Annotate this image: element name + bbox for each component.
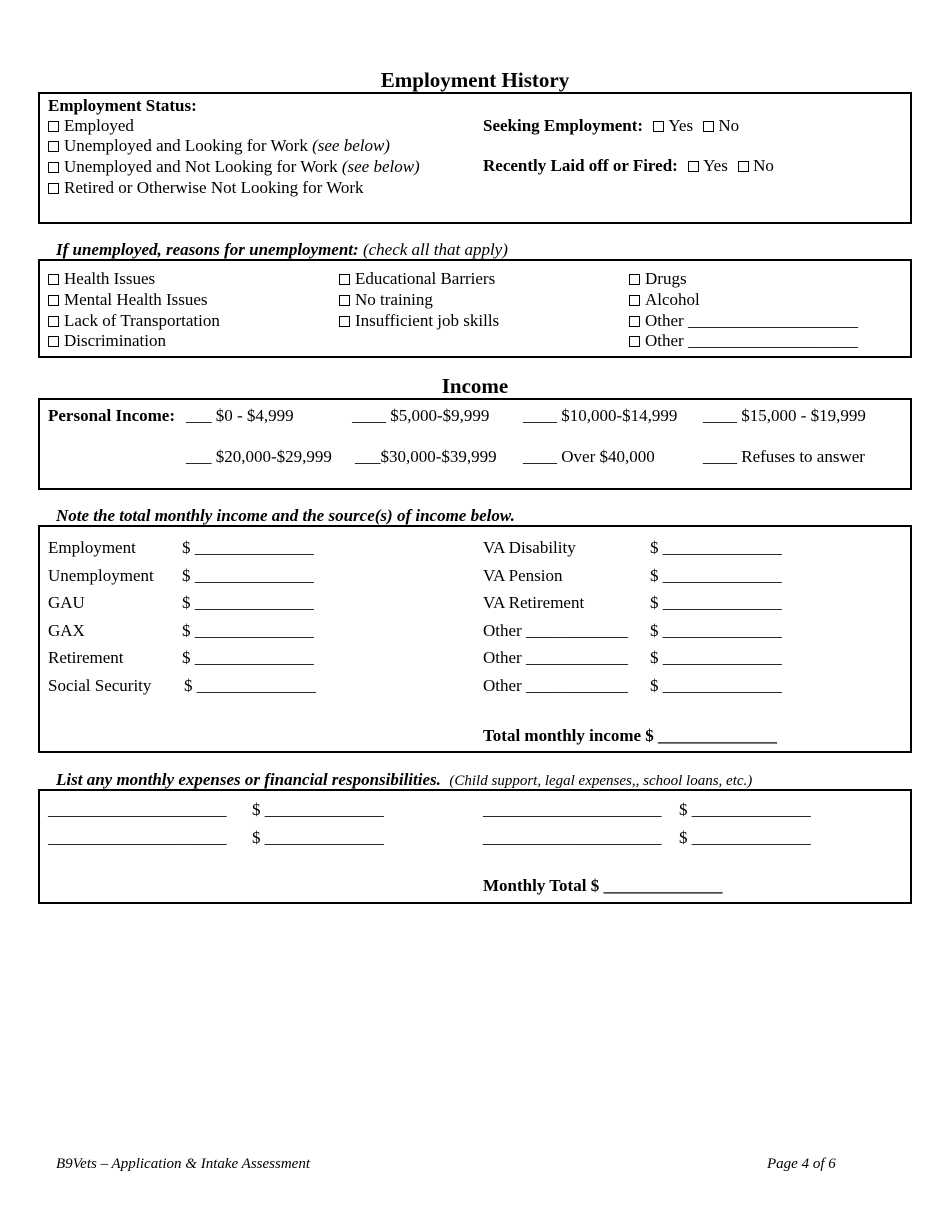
expense-description-field[interactable]: _____________________ bbox=[48, 800, 227, 819]
reason-label: Other ____________________ bbox=[645, 311, 858, 330]
laid-off-no-label: No bbox=[753, 156, 774, 175]
income-amount-field[interactable]: $ ______________ bbox=[182, 621, 314, 640]
seeking-employment-row bbox=[483, 116, 739, 136]
checkbox-icon[interactable] bbox=[48, 121, 59, 132]
employment-history-title: Employment History bbox=[380, 68, 570, 92]
income-amount-field[interactable]: $ ______________ bbox=[650, 566, 782, 585]
income-source-label: Unemployment bbox=[48, 566, 154, 585]
expense-amount-field[interactable]: $ ______________ bbox=[679, 828, 811, 847]
laid-off-label: Recently Laid off or Fired: bbox=[483, 156, 678, 175]
footer-title: B9Vets – Application & Intake Assessment bbox=[56, 1156, 310, 1172]
checkbox-icon[interactable] bbox=[339, 274, 350, 285]
reason-label: No training bbox=[355, 290, 433, 309]
income-source-label: Retirement bbox=[48, 648, 124, 667]
checkbox-icon[interactable] bbox=[48, 141, 59, 152]
income-title: Income bbox=[441, 374, 509, 398]
reason-label: Educational Barriers bbox=[355, 269, 496, 288]
checkbox-icon[interactable] bbox=[339, 295, 350, 306]
checkbox-icon[interactable] bbox=[48, 183, 59, 194]
reason-label: Insufficient job skills bbox=[355, 311, 500, 330]
income-source-label: GAX bbox=[48, 621, 85, 640]
status-option-unemployed-not-looking[interactable] bbox=[48, 157, 420, 177]
laid-off-yes-label: Yes bbox=[703, 156, 728, 175]
see-below-note: (see below) bbox=[312, 136, 390, 155]
reason-label: Drugs bbox=[645, 269, 687, 288]
income-source-label: VA Pension bbox=[483, 566, 563, 585]
expenses-hint: (Child support, legal expenses,, school loans, etc.) bbox=[449, 773, 753, 789]
see-below-note: (see below) bbox=[341, 157, 420, 176]
unemployment-hint: (check all that apply) bbox=[362, 240, 508, 259]
income-bracket-option[interactable]: ____ $5,000-$9,999 bbox=[352, 406, 490, 425]
reason-item[interactable] bbox=[339, 311, 499, 331]
laid-off-yes-checkbox-icon[interactable] bbox=[688, 161, 699, 172]
reason-item[interactable] bbox=[48, 331, 166, 351]
income-amount-field[interactable]: $ ______________ bbox=[650, 621, 782, 640]
status-option-label: Retired or Otherwise Not Looking for Work bbox=[64, 178, 364, 197]
income-amount-field[interactable]: $ ______________ bbox=[182, 538, 314, 557]
income-amount-field[interactable]: $ ______________ bbox=[650, 538, 782, 557]
footer-page-number: Page 4 of 6 bbox=[767, 1156, 836, 1172]
checkbox-icon[interactable] bbox=[629, 316, 640, 327]
status-option-unemployed-looking[interactable] bbox=[48, 136, 390, 156]
checkbox-icon[interactable] bbox=[48, 316, 59, 327]
expense-amount-field[interactable]: $ ______________ bbox=[252, 800, 384, 819]
reason-item[interactable] bbox=[629, 269, 687, 289]
reason-label: Other ____________________ bbox=[645, 331, 858, 350]
income-source-label: GAU bbox=[48, 593, 85, 612]
reason-item[interactable] bbox=[339, 290, 433, 310]
income-amount-field[interactable]: $ ______________ bbox=[182, 566, 314, 585]
income-source-label: VA Disability bbox=[483, 538, 576, 557]
reason-label: Lack of Transportation bbox=[64, 311, 220, 330]
income-bracket-option[interactable]: ___ $20,000-$29,999 bbox=[186, 447, 332, 466]
income-source-label: Employment bbox=[48, 538, 136, 557]
reason-label: Alcohol bbox=[645, 290, 700, 309]
reason-label: Health Issues bbox=[64, 269, 156, 288]
reason-item[interactable] bbox=[48, 269, 155, 289]
checkbox-icon[interactable] bbox=[48, 274, 59, 285]
laid-off-no-checkbox-icon[interactable] bbox=[738, 161, 749, 172]
income-bracket-option[interactable]: ____ $15,000 - $19,999 bbox=[703, 406, 866, 425]
income-source-other-field[interactable]: Other ____________ bbox=[483, 621, 628, 640]
income-source-other-field[interactable]: Other ____________ bbox=[483, 648, 628, 667]
checkbox-icon[interactable] bbox=[48, 336, 59, 347]
unemployment-heading bbox=[56, 240, 508, 260]
reason-item[interactable] bbox=[629, 331, 858, 351]
employment-status-label: Employment Status: bbox=[48, 96, 197, 115]
checkbox-icon[interactable] bbox=[629, 274, 640, 285]
income-amount-field[interactable]: $ ______________ bbox=[182, 593, 314, 612]
income-bracket-option[interactable]: ____ $10,000-$14,999 bbox=[523, 406, 678, 425]
status-option-employed[interactable] bbox=[48, 116, 134, 136]
monthly-total-field[interactable]: Monthly Total $ ______________ bbox=[483, 876, 723, 895]
income-bracket-option[interactable]: ___ $0 - $4,999 bbox=[186, 406, 294, 425]
income-bracket-option[interactable]: ____ Over $40,000 bbox=[523, 447, 655, 466]
expense-amount-field[interactable]: $ ______________ bbox=[252, 828, 384, 847]
income-source-other-field[interactable]: Other ____________ bbox=[483, 676, 628, 695]
expense-description-field[interactable]: _____________________ bbox=[483, 800, 662, 819]
status-option-label: Employed bbox=[64, 116, 134, 135]
monthly-income-heading: Note the total monthly income and the source(s) of income below. bbox=[56, 506, 515, 525]
expense-description-field[interactable]: _____________________ bbox=[483, 828, 662, 847]
seeking-no-checkbox-icon[interactable] bbox=[703, 121, 714, 132]
checkbox-icon[interactable] bbox=[629, 336, 640, 347]
expense-description-field[interactable]: _____________________ bbox=[48, 828, 227, 847]
income-amount-field[interactable]: $ ______________ bbox=[650, 676, 782, 695]
reason-label: Discrimination bbox=[64, 331, 166, 350]
checkbox-icon[interactable] bbox=[629, 295, 640, 306]
checkbox-icon[interactable] bbox=[48, 162, 59, 173]
income-source-label: Social Security bbox=[48, 676, 152, 695]
income-bracket-option[interactable]: ___$30,000-$39,999 bbox=[355, 447, 497, 466]
unemployment-heading-text: If unemployed, reasons for unemployment: bbox=[56, 240, 359, 259]
income-source-label: VA Retirement bbox=[483, 593, 585, 612]
status-option-label: Unemployed and Not Looking for Work bbox=[64, 157, 338, 176]
income-amount-field[interactable]: $ ______________ bbox=[650, 648, 782, 667]
personal-income-label: Personal Income: bbox=[48, 406, 176, 425]
reason-item[interactable] bbox=[339, 269, 495, 289]
reason-item[interactable] bbox=[48, 311, 220, 331]
status-option-label: Unemployed and Looking for Work bbox=[64, 136, 308, 155]
income-amount-field[interactable]: $ ______________ bbox=[182, 648, 314, 667]
seeking-yes-label: Yes bbox=[668, 116, 694, 135]
total-monthly-income-field[interactable]: Total monthly income $ ______________ bbox=[483, 726, 778, 745]
income-amount-field[interactable]: $ ______________ bbox=[650, 593, 782, 612]
checkbox-icon[interactable] bbox=[339, 316, 350, 327]
seeking-employment-label: Seeking Employment: bbox=[483, 116, 644, 135]
reason-item[interactable] bbox=[629, 290, 700, 310]
expenses-heading bbox=[56, 770, 752, 791]
expenses-heading-text: List any monthly expenses or financial responsibilities. bbox=[56, 770, 441, 789]
expense-amount-field[interactable]: $ ______________ bbox=[679, 800, 811, 819]
seeking-no-label: No bbox=[718, 116, 740, 135]
reason-label: Mental Health Issues bbox=[64, 290, 208, 309]
checkbox-icon[interactable] bbox=[48, 295, 59, 306]
status-option-retired[interactable] bbox=[48, 178, 364, 198]
laid-off-row bbox=[483, 156, 774, 176]
reason-item[interactable] bbox=[48, 290, 208, 310]
income-amount-field[interactable]: $ ______________ bbox=[184, 676, 316, 695]
income-bracket-option[interactable]: ____ Refuses to answer bbox=[703, 447, 865, 466]
reason-item[interactable] bbox=[629, 311, 858, 331]
seeking-yes-checkbox-icon[interactable] bbox=[653, 121, 664, 132]
